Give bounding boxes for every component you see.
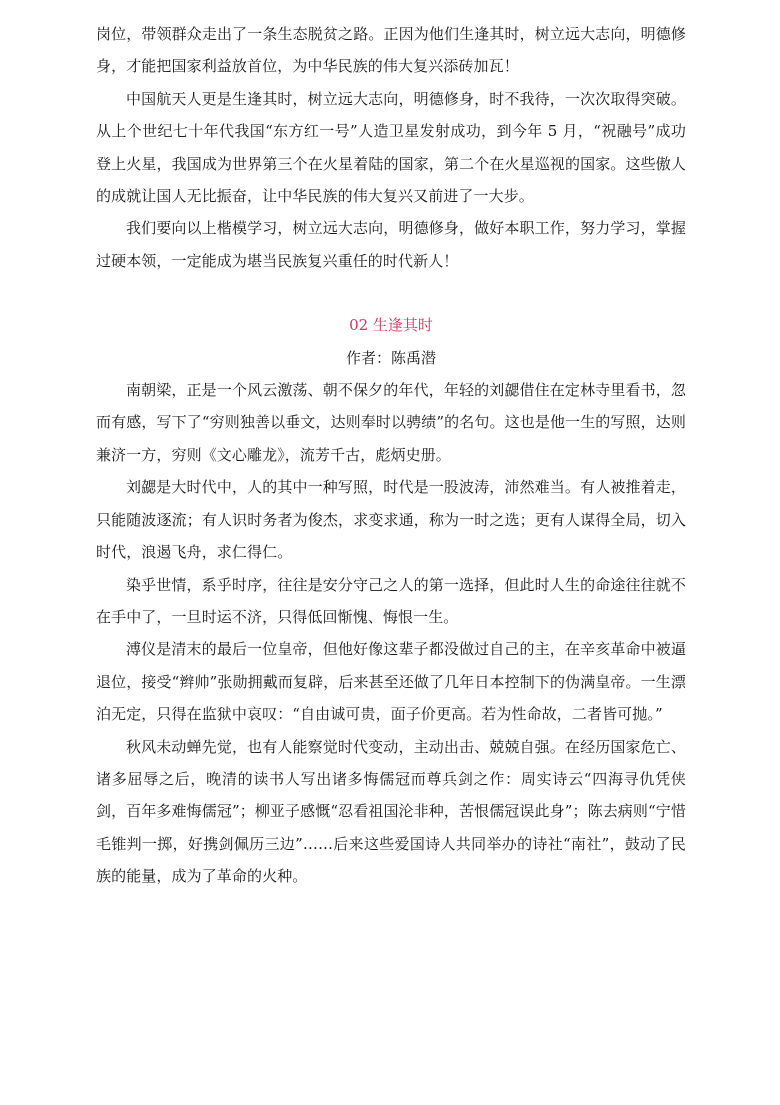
section-spacer xyxy=(96,277,686,309)
paragraph-continuation: 岗位，带领群众走出了一条生态脱贫之路。正因为他们生逢其时，树立远大志向，明德修身，才能把国家利益放首位，为中华民族的伟大复兴添砖加瓦！ xyxy=(96,25,686,76)
section-title: 02 生逢其时 xyxy=(349,316,433,335)
paragraph-worldly: 染乎世情，系乎时序，往往是安分守己之人的第一选择，但此时人生的命途往往就不在手中了，一旦时运不济，只得低回惭愧、悔恨一生。 xyxy=(96,575,686,626)
paragraph-aerospace: 中国航天人更是生逢其时，树立远大志向，明德修身，时不我待，一次次取得突破。从上个世纪七十年代我国“东方红一号”人造卫星发射成功，到今年 5 月，“祝融号”成功登上火星，我国成为世界第三个在火星着陆的国家，第二个在火星巡视的国家。这些傲人的成就让国人无比振奋，让中华民族的伟大复兴又前进了一大步。 xyxy=(96,89,686,206)
paragraph-era-wave: 刘勰是大时代中，人的其中一种写照，时代是一股波涛，沛然难当。有人被推着走，只能随波逐流；有人识时务者为俊杰，求变求通，称为一时之选；更有人谋得全局，切入时代，浪遏飞舟，求仁得仁。 xyxy=(96,478,686,562)
paragraph-liu-xie: 南朝梁，正是一个风云激荡、朝不保夕的年代，年轻的刘勰借住在定林寺里看书，忽而有感，写下了“穷则独善以垂文，达则奉时以骋绩”的名句。这也是他一生的写照，达则兼济一方，穷则《文心雕龙》，流芳千古，彪炳史册。 xyxy=(96,381,686,464)
author-line: 作者：陈禹潜 xyxy=(345,348,436,367)
paragraph-conclusion: 我们要向以上楷模学习，树立远大志向，明德修身，做好本职工作，努力学习，掌握过硬本领，一定能成为堪当民族复兴重任的时代新人！ xyxy=(96,219,686,270)
document-page xyxy=(96,18,686,893)
paragraph-puyi: 溥仪是清末的最后一位皇帝，但他好像这辈子都没做过自己的主，在辛亥革命中被逼退位，接受“辫帅”张勋拥戴而复辟，后来甚至还做了几年日本控制下的伪满皇帝。一生漂泊无定，只得在监狱中哀叹：“自由诚可贵，面子价更高。若为性命故，二者皆可抛。” xyxy=(96,640,686,724)
paragraph-autumn-wind: 秋风未动蝉先觉，也有人能察觉时代变动，主动出击、兢兢自强。在经历国家危亡、诸多屈辱之后，晚清的读书人写出诸多悔儒冠而尊兵剑之作：周实诗云“四海寻仇凭侠剑，百年多难悔儒冠”；柳亚子感慨“忍看祖国沦非种，苦恨儒冠误此身”；陈去病则“宁惜毛锥判一掷，好携剑佩历三边”……后来这些爱国诗人共同举办的诗社“南社”，鼓动了民族的能量，成为了革命的火种。 xyxy=(96,737,686,886)
